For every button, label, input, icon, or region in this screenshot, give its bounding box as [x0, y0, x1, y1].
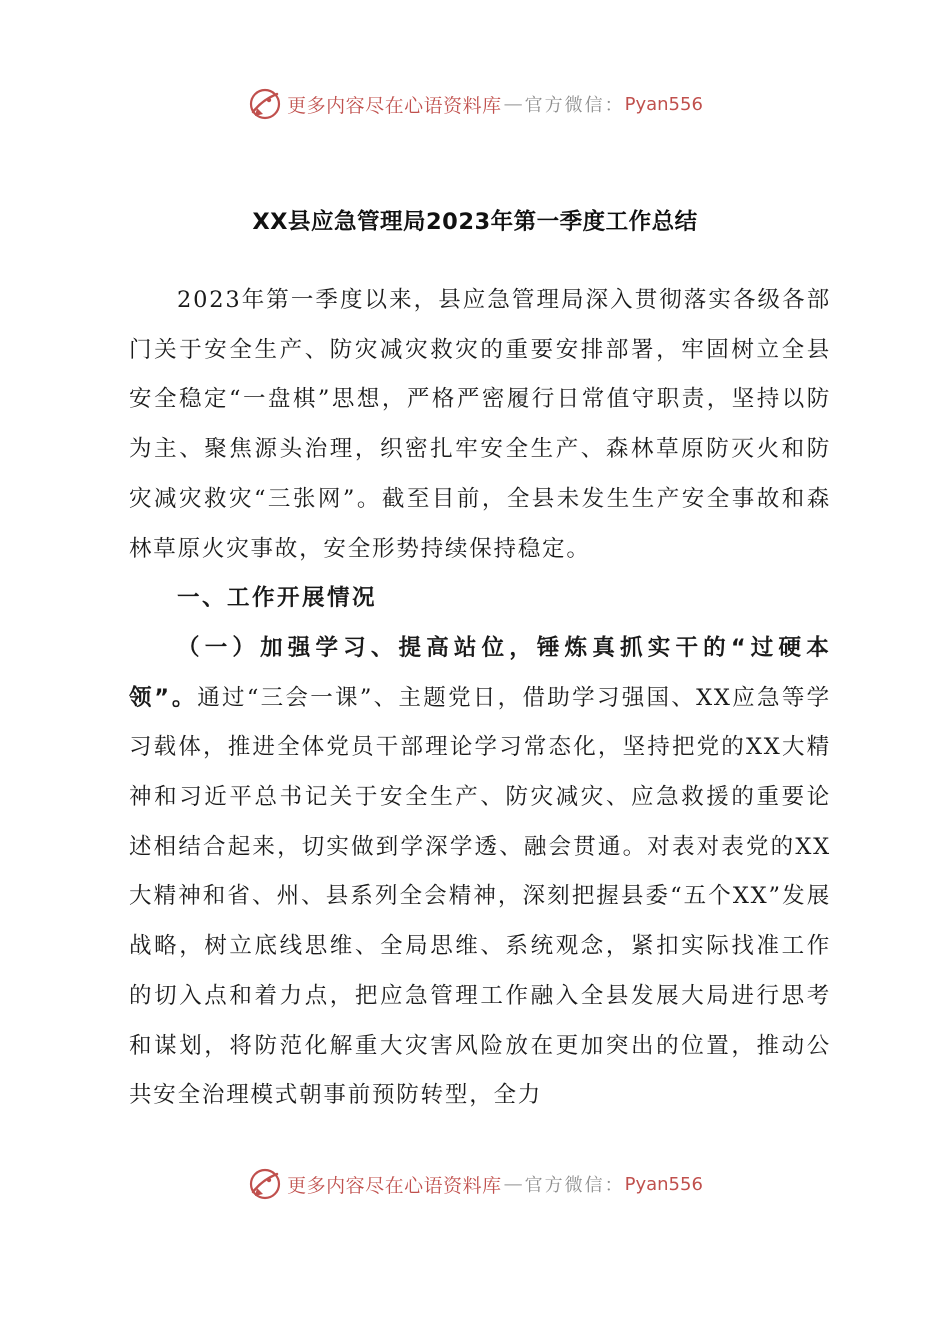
document-title: XX县应急管理局2023年第一季度工作总结: [252, 209, 698, 235]
header-watermark-banner: [0, 82, 950, 126]
intro-paragraph: 2023年第一季度以来，县应急管理局深入贯彻落实各级各部门关于安全生产、防灾减灾救灾的重要安排部署，牢固树立全县安全稳定“一盘棋”思想，严格严密履行日常值守职责，坚持以防为主、聚焦源头治理，织密扎牢安全生产、森林草原防灭火和防灾减灾救灾“三张网”。截至目前，全县未发生生产安全事故和森林草原火灾事故，安全形势持续保持稳定。: [129, 287, 831, 562]
wechat-label: 官方微信：: [524, 1175, 625, 1196]
section-heading: 一、工作开展情况: [177, 585, 378, 612]
wechat-id: Pyan556: [624, 93, 703, 115]
wechat-id: Pyan556: [624, 1173, 703, 1195]
subsection-paragraph: [129, 624, 831, 1121]
document-body: [129, 276, 831, 1121]
banner-separator: —: [503, 1173, 523, 1195]
banner-separator: —: [503, 93, 523, 115]
subsection-body: 通过“三会一课”、主题党日，借助学习强国、XX应急等学习载体，推进全体党员干部理论学习常态化，坚持把党的XX大精神和习近平总书记关于安全生产、防灾减灾、应急救援的重要论述相结合起来，切实做到学深学透、融会贯通。对表对表党的XX大精神和省、州、县系列全会精神，深刻把握县委“五个XX”发展战略，树立底线思维、全局思维、系统观念，紧扣实际找准工作的切入点和着力点，把应急管理工作融入全县发展大局进行思考和谋划，将防范化解重大灾害风险放在更加突出的位置，推动公共安全治理模式朝事前预防转型，全力: [129, 684, 831, 1109]
footer-watermark-banner: [0, 1162, 950, 1206]
subsection-heading: （一）加强学习、提高站位，锤炼真抓实干的“过硬本领”。: [129, 634, 831, 711]
promo-text: 更多内容尽在心语资料库: [287, 1174, 502, 1197]
ink-pen-logo-icon: [247, 86, 283, 122]
wechat-label: 官方微信：: [524, 95, 625, 116]
promo-text: 更多内容尽在心语资料库: [287, 94, 502, 117]
ink-pen-logo-icon: [247, 1166, 283, 1202]
